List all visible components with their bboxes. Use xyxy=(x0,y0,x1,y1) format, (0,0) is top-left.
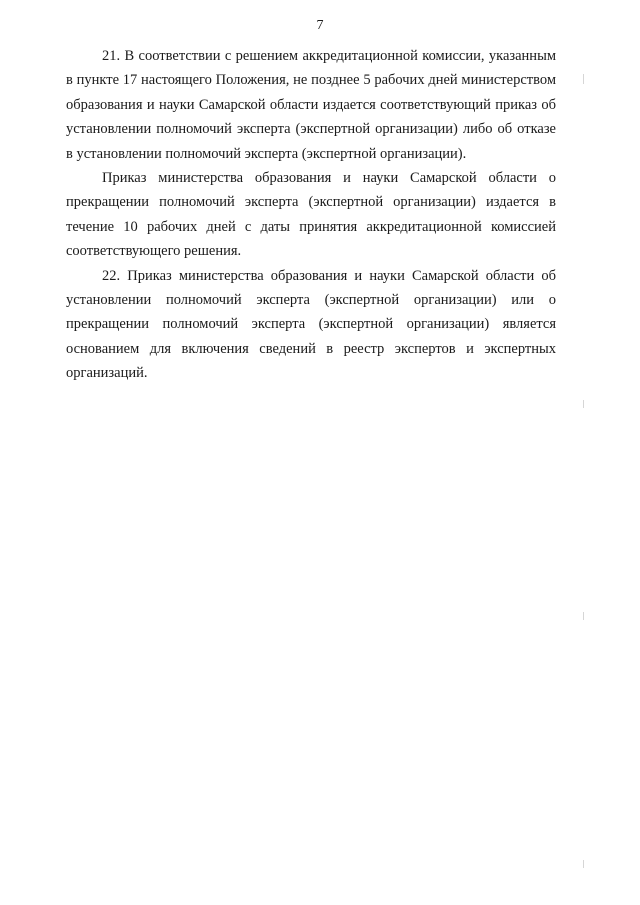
paragraph-21: 21. В соответствии с решением аккредитационной комиссии, указанным в пункте 17 настоящего Положения, не позднее 5 рабочих дней министерством образования и науки Самарской области издается соответствующий приказ об установлении полномочий эксперта (экспертной организации) либо об отказе в установлении полномочий эксперта (экспертной организации). xyxy=(66,48,556,162)
scan-margin-mark xyxy=(583,860,584,868)
paragraph-22: 22. Приказ министерства образования и науки Самарской области об установлении полномочий эксперта (экспертной организации) или о прекращении полномочий эксперта (экспертной организации) является основанием для включения сведений в реестр экспертов и экспертных организаций. xyxy=(66,267,556,382)
scan-margin-mark xyxy=(583,612,584,620)
paragraph-21-continuation: Приказ министерства образования и науки Самарской области о прекращении полномочий эксперта (экспертной организации) издается в течение 10 рабочих дней с даты принятия аккредитационной комиссией соответствующего решения. xyxy=(66,170,556,260)
page-number: 7 xyxy=(316,18,324,33)
scan-margin-mark xyxy=(583,74,584,84)
scan-margin-mark xyxy=(583,400,584,408)
document-body xyxy=(66,44,556,386)
